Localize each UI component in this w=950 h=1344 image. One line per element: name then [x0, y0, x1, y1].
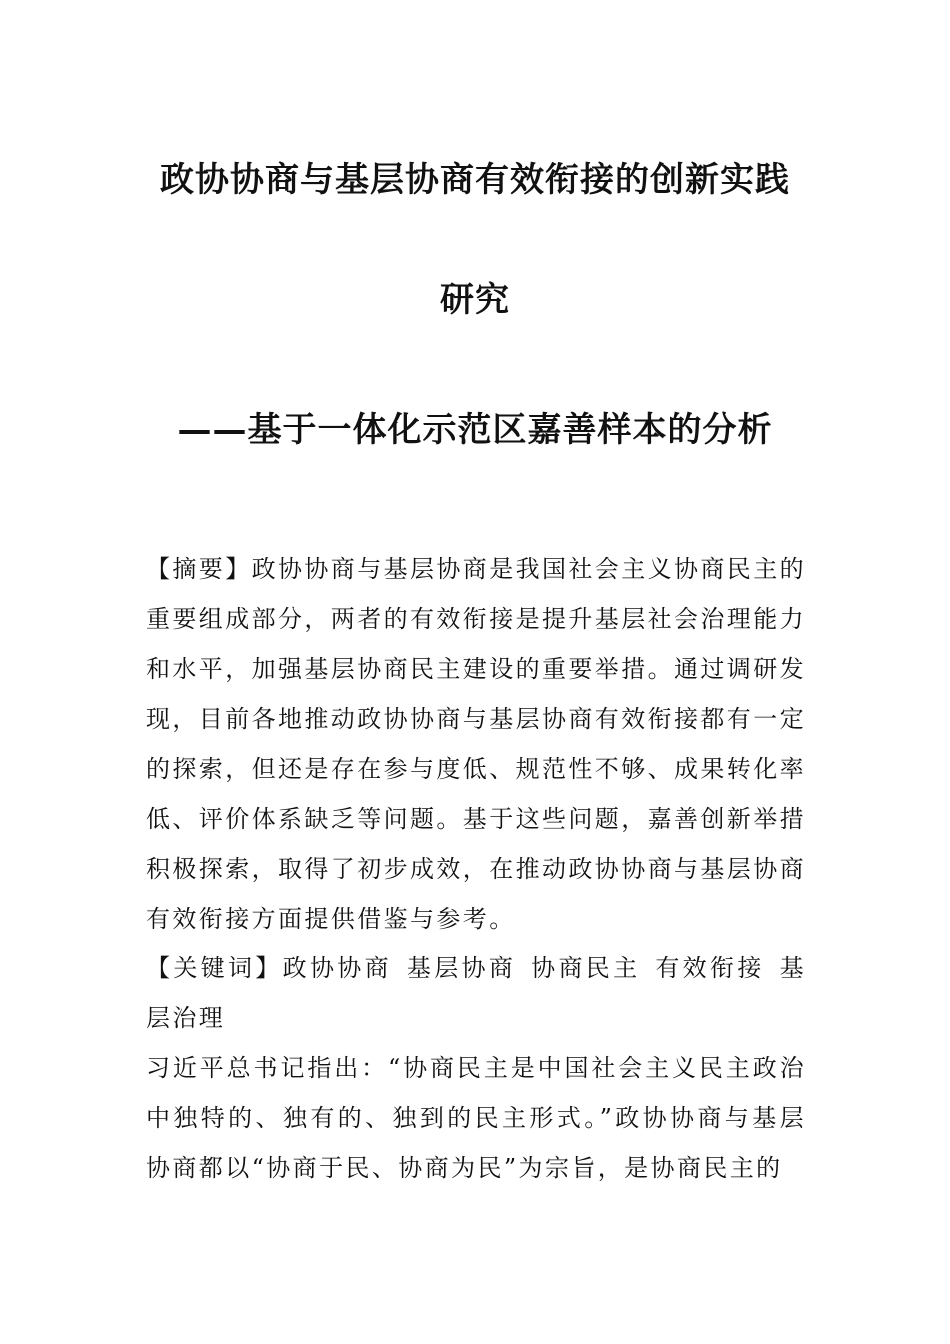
- keywords-paragraph: [146, 943, 806, 1043]
- title-line-1: 政协协商与基层协商有效衔接的创新实践: [160, 160, 790, 200]
- title-line-2: 研究: [440, 280, 510, 320]
- keyword-item: 基层治理: [146, 954, 806, 1032]
- body-paragraph: 习近平总书记指出：“协商民主是中国社会主义民主政治中独特的、独有的、独到的民主形式。”政协协商与基层协商都以“协商于民、协商为民”为宗旨，是协商民主的: [146, 1054, 806, 1182]
- abstract-label: 【摘要】: [146, 555, 252, 583]
- keyword-item: 协商民主: [530, 954, 641, 982]
- keyword-item: 政协协商: [282, 954, 392, 982]
- keywords-label: 【关键词】: [146, 954, 283, 982]
- keyword-item: 基层协商: [405, 954, 517, 982]
- abstract-text: 政协协商与基层协商是我国社会主义协商民主的重要组成部分，两者的有效衔接是提升基层社会治理能力和水平，加强基层协商民主建设的重要举措。通过调研发现，目前各地推动政协协商与基层协商有效衔接都有一定的探索，但还是存在参与度低、规范性不够、成果转化率低、评价体系缺乏等问题。基于这些问题，嘉善创新举措积极探索，取得了初步成效，在推动政协协商与基层协商有效衔接方面提供借鉴与参考。: [146, 555, 807, 933]
- subtitle: ——基于一体化示范区嘉善样本的分析: [177, 410, 773, 450]
- abstract-paragraph: [146, 544, 806, 944]
- keyword-item: 有效衔接: [654, 954, 765, 982]
